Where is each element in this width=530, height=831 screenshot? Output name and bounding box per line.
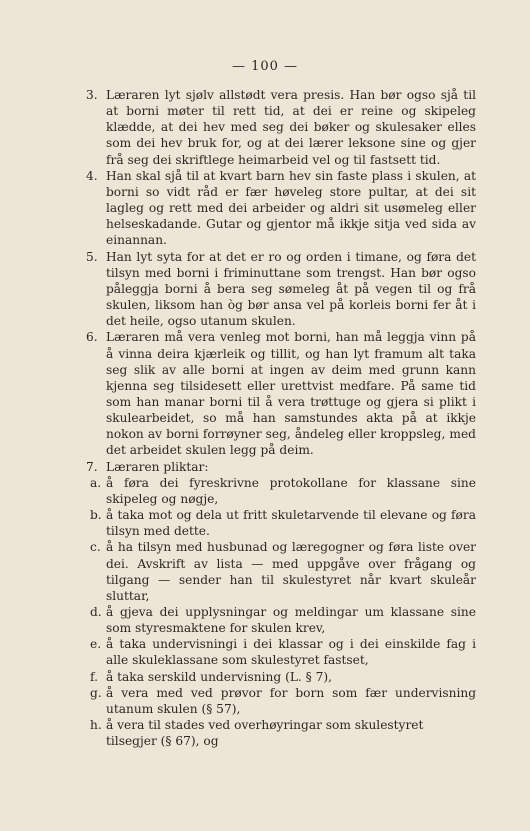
paragraph-4 <box>86 168 476 249</box>
sub-item-h <box>90 717 476 749</box>
paragraph-number: 3. <box>86 88 98 102</box>
sub-item-c <box>90 539 476 604</box>
sub-item-text: å vera til stades ved overhøyringar som skulestyret tilsegjer (§ 67), og <box>106 718 424 749</box>
paragraph-number: 6. <box>86 330 98 345</box>
sub-item-letter: f. <box>90 669 98 684</box>
sub-item-letter: d. <box>90 605 102 619</box>
paragraph-text: Han lyt syta for at det er ro og orden i timane, og føra det tilsyn med borni i friminuttane som trengst. Han bør ogso påleggja borni å bera seg sømeleg åt på vegen til og frå skulen, liksom han òg bør ansa vel på korleis borni fer åt i det heile, ogso utanum skulen. <box>106 249 476 329</box>
paragraph-6 <box>86 329 476 458</box>
sub-item-letter: b. <box>90 508 102 523</box>
paragraph-7 <box>86 459 476 475</box>
sub-item-g <box>90 685 476 717</box>
paragraph-text: Han skal sjå til at kvart barn hev sin faste plass i skulen, at borni so vidt råd er fær høveleg store pultar, at dei sit lagleg og rett med dei arbeider og aldri sit usømeleg eller helseskadande. Gutar og gjentor må ikkje sitja ved sida av einannan. <box>106 168 476 248</box>
paragraph-number: 4. <box>86 168 98 183</box>
sub-item-text: å føra dei fyreskrivne protokollane for klassane sine skipeleg og nøgje, <box>106 475 476 506</box>
sub-item-b <box>90 507 476 539</box>
paragraph-text: Læraren lyt sjølv allstødt vera presis. Han bør ogso sjå til at borni møter til rett tid, at dei er reine og skipeleg klædde, at dei hev med seg dei bøker og skulesaker elles som dei hev bruk for, og at dei lærer leksone sine og gjer frå seg dei skriftlege heimarbeid vel og til fastsett tid. <box>106 88 476 167</box>
paragraph-number: 5. <box>86 249 98 264</box>
sub-item-text: å taka serskild undervisning (L. § 7), <box>106 669 333 684</box>
sub-item-d <box>90 604 476 636</box>
sub-item-a <box>90 475 476 507</box>
paragraph-text: Læraren må vera venleg mot borni, han må leggja vinn på å vinna deira kjærleik og tillit, og han lyt framum alt taka seg slik av alle borni at ingen av deim med grunn kann kjenna seg tilsidesett eller urettvist medfare. På same tid som han manar borni til å vera trøttuge og gjera si plikt i skulearbeidet, so må han samstundes akta på at ikkje nokon av borni forrøyner seg, åndeleg eller kroppsleg, med det arbeidet skulen legg på deim. <box>106 330 476 458</box>
sub-item-f <box>90 669 476 685</box>
page-body <box>86 87 476 749</box>
sub-item-text: å gjeva dei upplysningar og meldingar um klassane sine som styresmaktene for skulen krev, <box>106 605 476 636</box>
paragraph-number: 7. <box>86 459 98 474</box>
sub-item-letter: g. <box>90 685 102 700</box>
page-number: — 100 — <box>231 59 299 74</box>
sub-item-text: å taka undervisningi i dei klassar og i dei einskilde fag i alle skuleklassane som skulestyret fastset, <box>106 637 476 668</box>
sub-item-letter: h. <box>90 718 102 733</box>
paragraph-3 <box>86 87 476 168</box>
paragraph-5 <box>86 249 476 330</box>
sub-item-text: å taka mot og dela ut fritt skuletarvende til elevane og føra tilsyn med dette. <box>106 508 476 539</box>
sub-item-text: å vera med ved prøvor for born som fær undervisning utanum skulen (§ 57), <box>106 685 476 716</box>
paragraph-text: Læraren pliktar: <box>106 459 209 474</box>
sub-item-letter: a. <box>90 475 102 490</box>
sub-item-text: å ha tilsyn med husbunad og læregogner og føra liste over dei. Avskrift av lista — med uppgåve over frågang og tilgang — sender han til skulestyret når kvart skuleår sluttar, <box>106 540 476 603</box>
sub-item-letter: e. <box>90 637 102 652</box>
sub-item-letter: c. <box>90 540 101 555</box>
sub-item-e <box>90 636 476 668</box>
